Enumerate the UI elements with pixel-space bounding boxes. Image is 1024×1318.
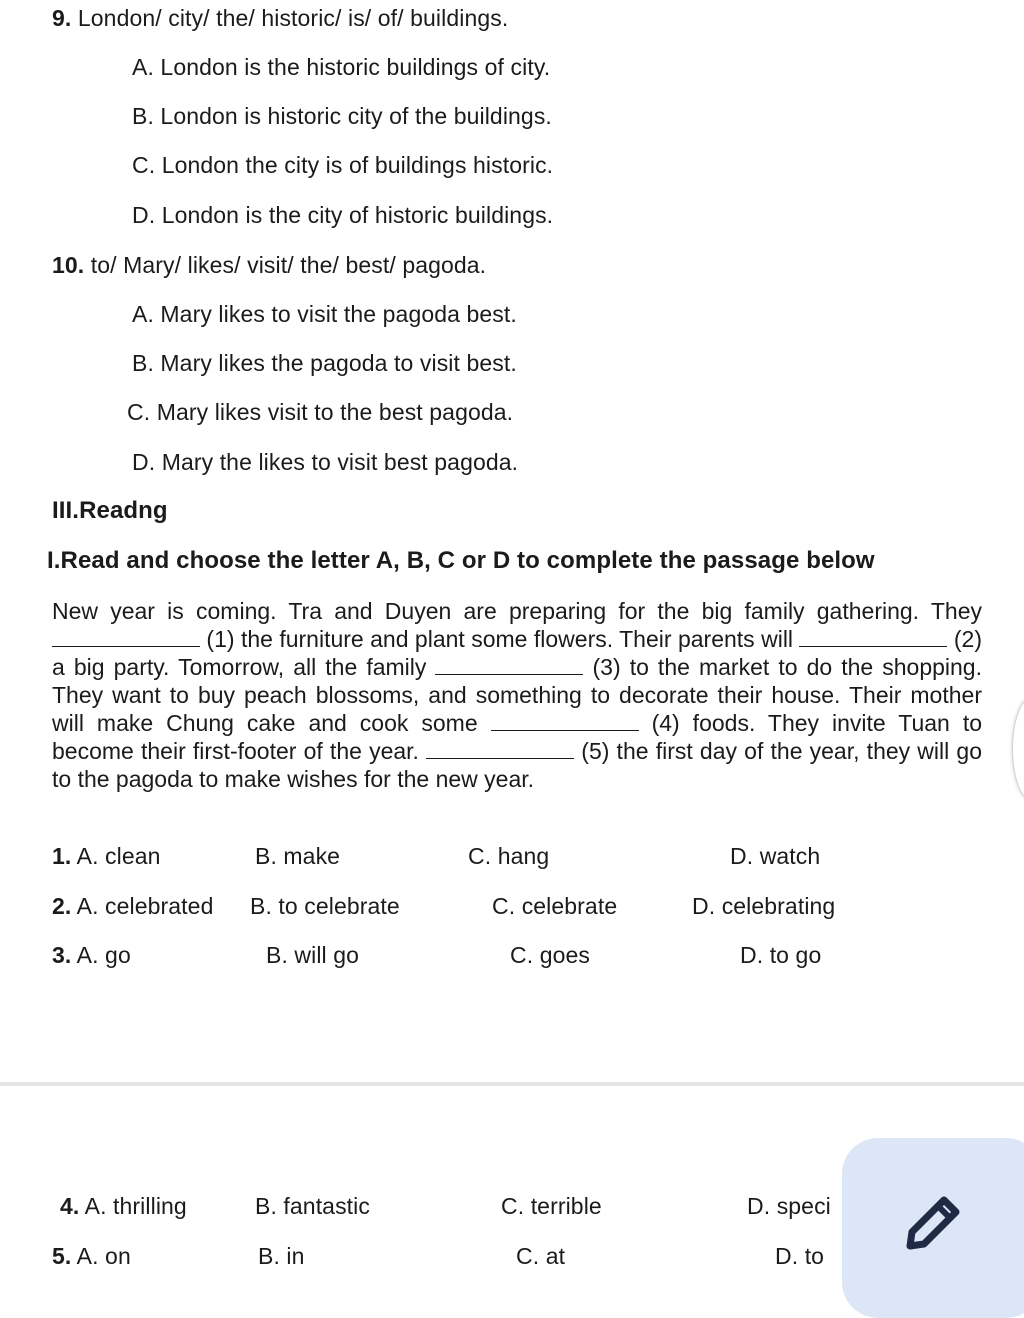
- section-instruction: I.Read and choose the letter A, B, C or D to complete the passage below: [47, 547, 875, 574]
- answer-row-1: [52, 842, 161, 870]
- blank-2: [799, 626, 947, 647]
- question-10-prompt: [52, 251, 486, 279]
- answer-option-d: D. celebrating: [692, 893, 836, 919]
- answer-row-5: [52, 1242, 131, 1270]
- blank-5: [426, 738, 574, 759]
- answer-option-c: C. at: [516, 1243, 566, 1269]
- side-panel-handle[interactable]: [1012, 696, 1024, 802]
- reading-passage: [52, 597, 982, 793]
- passage-segment-2: (1) the furniture and plant some flowers. Their parents will: [206, 626, 794, 652]
- edit-button[interactable]: [842, 1138, 1024, 1318]
- answer-option-b: B. will go: [266, 942, 360, 968]
- pencil-icon: [898, 1190, 966, 1258]
- section-title: III.Readng: [52, 497, 168, 524]
- answer-option-d: D. speci: [747, 1193, 831, 1219]
- answer-number: 2.: [52, 893, 72, 919]
- passage-segment-4: (3) to the market to do the shopping. They want to buy peach blossoms, and something to decorate their house. Their mother will make Chung cake and cook some: [52, 654, 982, 736]
- question-10-number: 10.: [52, 252, 85, 278]
- question-9-number: 9.: [52, 5, 72, 31]
- answer-option-a: A. clean: [76, 843, 161, 869]
- blank-1: [52, 626, 200, 647]
- passage-segment-6: (5) the first day of the year, they will go to the pagoda to make wishes for the new year.: [52, 738, 982, 792]
- answer-option-a: A. on: [76, 1243, 131, 1269]
- question-9-option-c: C. London the city is of buildings historic.: [132, 152, 554, 178]
- question-9-option-b: B. London is historic city of the buildings.: [132, 103, 552, 129]
- blank-4: [491, 710, 639, 731]
- answer-number: 5.: [52, 1243, 72, 1269]
- question-10-text: to/ Mary/ likes/ visit/ the/ best/ pagoda.: [90, 252, 487, 278]
- answer-option-b: B. to celebrate: [250, 893, 400, 919]
- answer-option-d: D. to go: [740, 942, 822, 968]
- question-10-option-b: B. Mary likes the pagoda to visit best.: [132, 350, 517, 376]
- answer-row-4: [60, 1192, 187, 1220]
- question-10-option-c: C. Mary likes visit to the best pagoda.: [127, 399, 514, 425]
- question-9-option-d: D. London is the city of historic buildings.: [132, 202, 554, 228]
- answer-option-c: C. goes: [510, 942, 590, 968]
- question-9-option-a: A. London is the historic buildings of city.: [132, 54, 551, 80]
- answer-row-3: [52, 941, 131, 969]
- answer-number: 3.: [52, 942, 72, 968]
- answer-option-d: D. to: [775, 1243, 825, 1269]
- page-divider: [0, 1082, 1024, 1086]
- question-10-option-a: A. Mary likes to visit the pagoda best.: [132, 301, 517, 327]
- answer-option-b: B. make: [255, 843, 341, 869]
- blank-3: [435, 654, 583, 675]
- answer-option-a: A. celebrated: [76, 893, 214, 919]
- passage-segment-1: New year is coming. Tra and Duyen are preparing for the big family gathering. They: [52, 598, 982, 624]
- question-10-option-d: D. Mary the likes to visit best pagoda.: [132, 449, 519, 475]
- answer-option-c: C. hang: [468, 843, 550, 869]
- answer-row-2: [52, 892, 213, 920]
- answer-number: 4.: [60, 1193, 80, 1219]
- answer-option-d: D. watch: [730, 843, 821, 869]
- answer-number: 1.: [52, 843, 72, 869]
- answer-option-a: A. thrilling: [84, 1193, 187, 1219]
- passage-segment-3: (2) a big party. Tomorrow, all the family: [52, 626, 983, 680]
- answer-option-c: C. celebrate: [492, 893, 618, 919]
- question-9-text: London/ city/ the/ historic/ is/ of/ buildings.: [77, 5, 509, 31]
- answer-option-b: B. fantastic: [255, 1193, 370, 1219]
- answer-option-c: C. terrible: [501, 1193, 602, 1219]
- answer-option-b: B. in: [258, 1243, 305, 1269]
- question-9-prompt: [52, 4, 508, 32]
- answer-option-a: A. go: [76, 942, 131, 968]
- passage-segment-5: (4) foods. They invite Tuan to become their first-footer of the year.: [52, 710, 982, 764]
